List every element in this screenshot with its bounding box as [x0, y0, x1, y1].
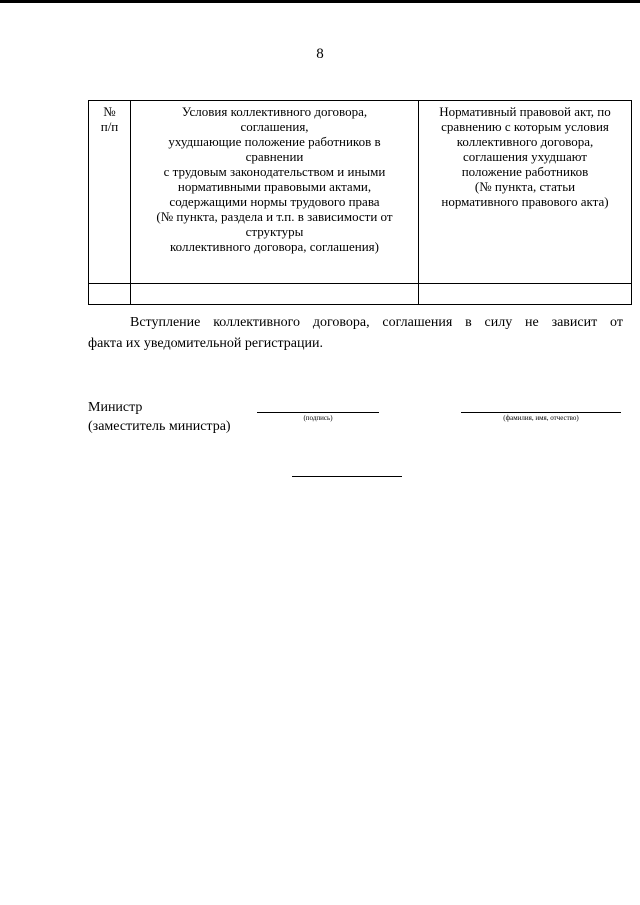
full-name-line [461, 412, 621, 413]
header-cell-conditions [131, 101, 419, 284]
signatory-title-line-2: (заместитель министра) [88, 419, 231, 434]
page-number: 8 [316, 46, 324, 62]
header-act-line: сравнению с которым условия [441, 119, 609, 134]
header-conditions-line: ухудшающие положение работников в [168, 134, 381, 149]
header-conditions-line: коллективного договора, соглашения) [169, 239, 379, 254]
header-act-line: (№ пункта, статьи [474, 179, 576, 194]
header-number-line: № [103, 104, 116, 119]
header-act-line: коллективного договора, [456, 134, 594, 149]
signatory-title-line-1: Министр [88, 400, 143, 415]
signature-line [257, 412, 379, 413]
header-act-line: Нормативный правовой акт, по [439, 104, 611, 119]
full-name-caption: (фамилия, имя, отчество) [503, 414, 579, 422]
registration-note [88, 312, 623, 354]
registration-note-line-1: Вступление коллективного договора, соглашения в силу не зависит от [130, 315, 623, 330]
header-cell-number [89, 101, 131, 284]
top-border-rule [0, 0, 640, 3]
header-conditions-line: (№ пункта, раздела и т.п. в зависимости от [156, 209, 393, 224]
header-conditions-line: сравнении [245, 149, 304, 164]
header-act-line: положение работников [461, 164, 589, 179]
header-conditions-line: содержащими нормы трудового права [169, 194, 380, 209]
empty-cell-conditions [131, 284, 419, 305]
header-conditions-line: нормативными правовыми актами, [177, 179, 372, 194]
header-conditions-line: соглашения, [240, 119, 309, 134]
empty-cell-act [419, 284, 632, 305]
conditions-table [88, 100, 632, 305]
header-conditions-line: Условия коллективного договора, [181, 104, 368, 119]
table-row-empty [89, 284, 632, 305]
empty-cell-number [89, 284, 131, 305]
header-number-line: п/п [100, 119, 119, 134]
header-conditions-line: с трудовым законодательством и иными [163, 164, 386, 179]
header-conditions-line: структуры [245, 224, 304, 239]
header-act-line: соглашения ухудшают [463, 149, 587, 164]
signature-caption: (подпись) [303, 414, 333, 422]
document-end-rule [292, 476, 402, 477]
signatory-title [88, 398, 231, 436]
header-act-line: нормативного правового акта) [441, 194, 609, 209]
table-header-row [89, 101, 632, 284]
header-cell-act [419, 101, 632, 284]
registration-note-line-2: факта их уведомительной регистрации. [88, 336, 323, 351]
